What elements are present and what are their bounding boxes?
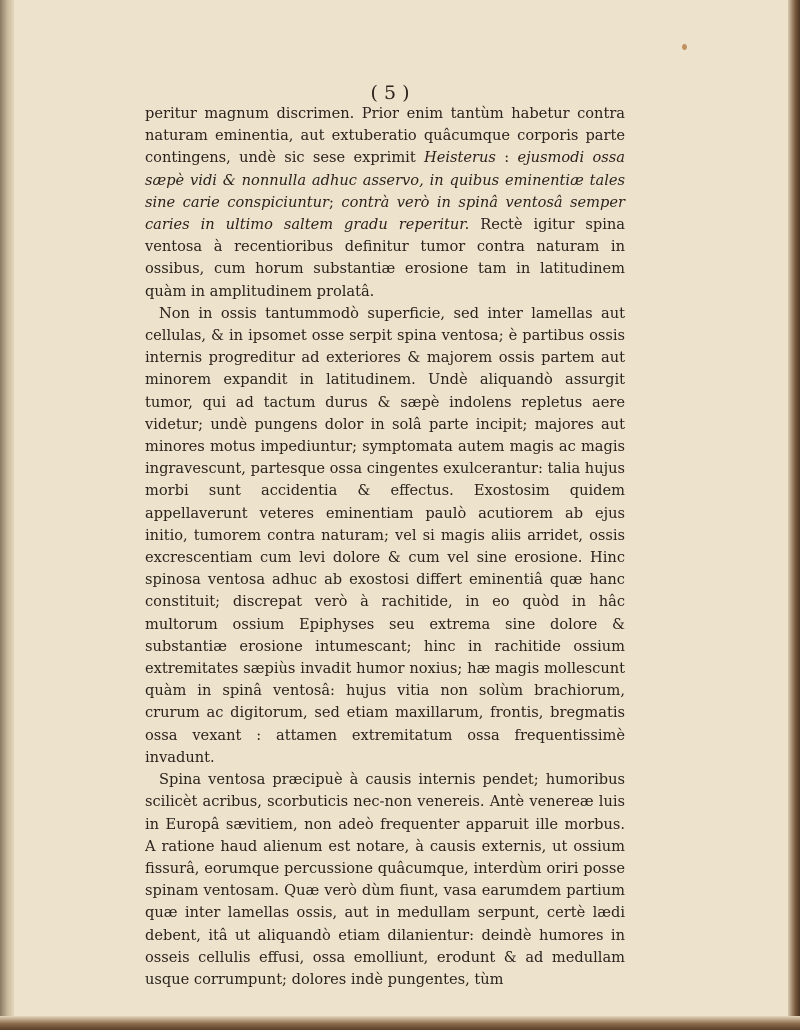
italic-text: contrà verò in spinâ ventosâ semper caries in ultimo saltem gradu reperitur.	[145, 193, 625, 234]
paragraph	[145, 103, 625, 303]
page-edge-bottom	[0, 1016, 800, 1030]
page-edge-left	[0, 0, 14, 1030]
text-segment: :	[495, 149, 518, 167]
text-segment: Non in ossis tantummodò superficie, sed inter lamellas aut cellulas, & in ipsomet osse serpit spina ventosa; è partibus ossis internis progreditur ad exteriores & majorem ossis partem aut minorem expandit in latitudinem. Undè aliquandò assurgit tumor, qui ad tactum durus & sæpè indolens repletus aere videtur; undè pungens dolor in solâ parte incipit; majores aut minores motus impediuntur; symptomata autem magis ac magis ingravescunt, partesque ossa cingentes exulcerantur: talia hujus morbi sunt accidentia & effectus. Exostosim quidem appellaverunt veteres eminentiam paulò acutiorem ab ejus initio, tumorem contra naturam; vel si magis aliis arridet, ossis excrescentiam cum levi dolore & cum vel sine erosione. Hinc spinosa ventosa adhuc ab exostosi differt eminentiâ quæ hanc constituit; discrepat verò à rachitide, in eo quòd in hâc multorum ossium Epiphyses seu extrema sine dolore & substantiæ erosione intumescant; hinc in rachitide ossium extremitates sæpiùs invadit humor noxius; hæ magis mollescunt quàm in spinâ ventosâ: hujus vitia non solùm brachiorum, crurum ac digitorum, sed etiam maxillarum, frontis, bregmatis ossa vexant : attamen extremitatum ossa frequentissimè invadunt.	[145, 304, 626, 766]
ink-spot	[682, 44, 687, 50]
text-segment: peritur magnum discrimen. Prior enim tantùm habetur contra naturam eminentia, aut extuberatio quâcumque corporis parte contingens, undè sic sese exprimit	[145, 105, 625, 167]
text-segment: Spina ventosa præcipuè à causis internis pendet; humoribus scilicèt acribus, scorbuticis nec-non venereis. Antè venereæ luis in Europâ sævitiem, non adeò frequenter apparuit ille morbus. A ratione haud alienum est notare, à causis externis, ut ossium fissurâ, eorumque percussione quâcumque, interdùm oriri posse spinam ventosam. Quæ verò dùm fiunt, vasa earumdem partium quæ inter lamellas ossis, aut in medullam serpunt, certè lædi debent, itâ ut aliquandò etiam dilanientur: deindè humores in osseis cellulis effusi, ossa emolliunt, erodunt & ad medullam usque corrumpunt; dolores indè pungentes, tùm	[145, 771, 625, 988]
italic-text: Heisterus	[424, 149, 496, 167]
italic-text: ejusmodi ossa sæpè vidi & nonnulla adhuc asservo, in quibus eminentiæ tales sine carie conspiciuntur	[145, 149, 625, 211]
text-segment: ;	[329, 193, 342, 211]
page-number: ( 5 )	[370, 82, 410, 104]
paragraph	[145, 303, 625, 769]
body-text	[145, 103, 625, 991]
text-segment: Rectè igitur spina ventosa à recentioribus definitur tumor contra naturam in ossibus, cum horum substantiæ erosione tam in latitudinem quàm in amplitudinem prolatâ.	[145, 216, 625, 300]
page-edge-right	[788, 0, 800, 1030]
paragraph	[145, 769, 625, 991]
